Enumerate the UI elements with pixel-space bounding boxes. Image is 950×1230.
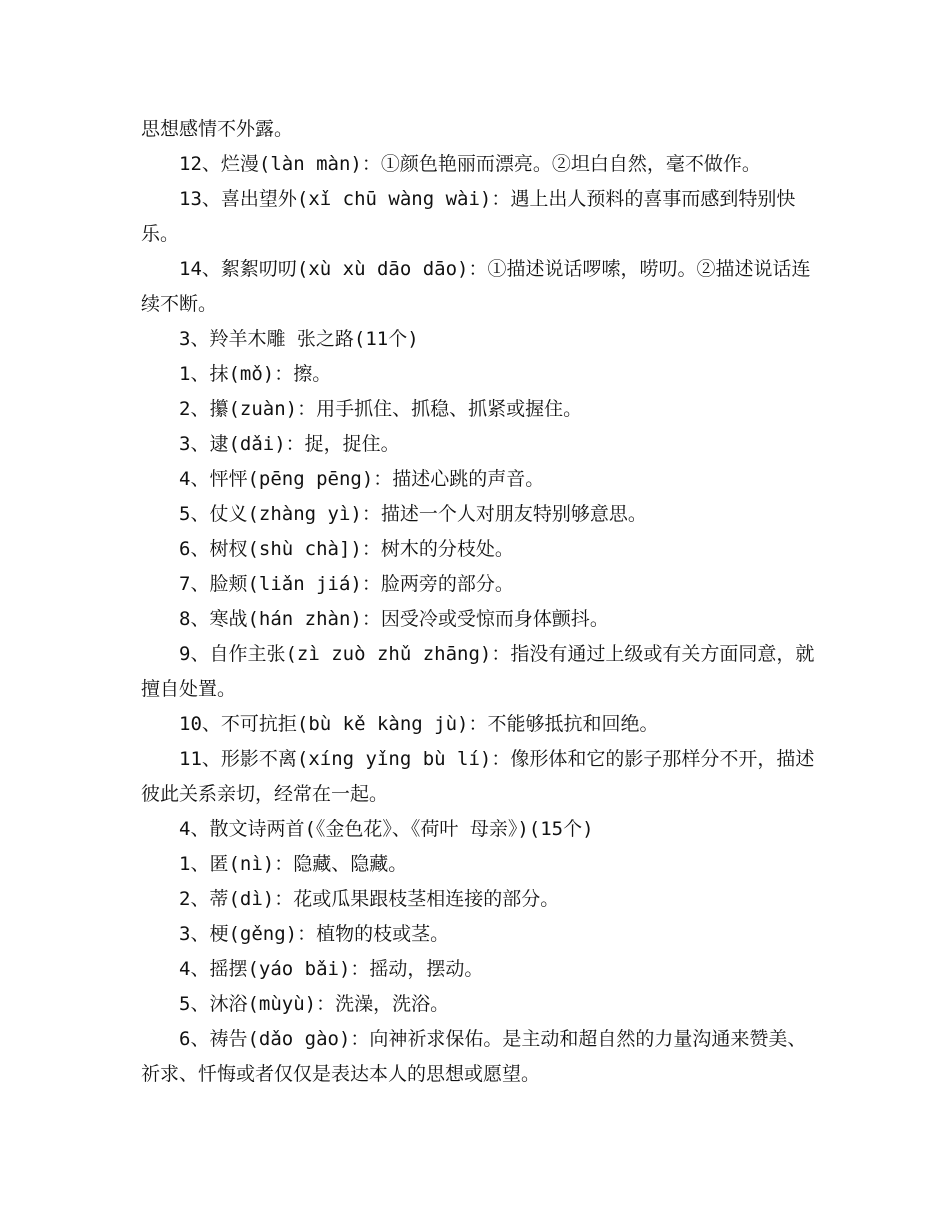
text-paragraph: 5、沐浴(mùyù)：洗澡，洗浴。 [179, 993, 450, 1015]
text-paragraph: 10、不可抗拒(bù kě kàng jù)：不能够抵抗和回绝。 [179, 713, 659, 735]
text-paragraph: 4、散文诗两首(《金色花》、《荷叶 母亲》)(15个) [179, 818, 594, 840]
text-paragraph: 8、寒战(hán zhàn)：因受冷或受惊而身体颤抖。 [179, 608, 609, 630]
text-paragraph: 14、絮絮叨叨(xù xù dāo dāo)：①描述说话啰嗦，唠叨。②描述说话连续不断。 [141, 258, 811, 315]
text-paragraph: 12、烂漫(làn màn)：①颜色艳丽而漂亮。②坦白自然，毫不做作。 [179, 153, 761, 175]
text-paragraph: 13、喜出望外(xǐ chū wàng wài)：遇上出人预料的喜事而感到特别快乐。 [141, 188, 796, 245]
text-paragraph: 3、羚羊木雕 张之路(11个) [179, 328, 419, 350]
text-paragraph: 3、逮(dǎi)：捉，捉住。 [179, 433, 400, 455]
text-paragraph: 思想感情不外露。 [141, 118, 294, 140]
text-paragraph: 9、自作主张(zì zuò zhǔ zhāng)：指没有通过上级或有关方面同意，就擅自处置。 [141, 643, 815, 700]
text-paragraph: 6、祷告(dǎo gào)：向神祈求保佑。是主动和超自然的力量沟通来赞美、祈求、忏悔或者仅仅是表达本人的思想或愿望。 [141, 1028, 807, 1085]
text-paragraph: 2、蒂(dì)：花或瓜果跟枝茎相连接的部分。 [179, 888, 560, 910]
text-paragraph: 6、树杈(shù chà])：树木的分枝处。 [179, 538, 514, 560]
text-paragraph: 11、形影不离(xíng yǐng bù lí)：像形体和它的影子那样分不开，描述彼此关系亲切，经常在一起。 [141, 748, 815, 805]
text-paragraph: 4、怦怦(pēng pēng)：描述心跳的声音。 [179, 468, 545, 490]
text-paragraph: 2、攥(zuàn)：用手抓住、抓稳、抓紧或握住。 [179, 398, 583, 420]
text-paragraph: 7、脸颊(liǎn jiá)：脸两旁的部分。 [179, 573, 514, 595]
text-paragraph: 3、梗(gěng)：植物的枝或茎。 [179, 923, 450, 945]
text-paragraph: 4、摇摆(yáo bǎi)：摇动，摆动。 [179, 958, 484, 980]
text-paragraph: 1、抹(mǒ)：擦。 [179, 363, 332, 385]
text-paragraph: 1、匿(nì)：隐藏、隐藏。 [179, 853, 408, 875]
document-body [141, 112, 817, 1092]
text-paragraph: 5、仗义(zhàng yì)：描述一个人对朋友特别够意思。 [179, 503, 647, 525]
